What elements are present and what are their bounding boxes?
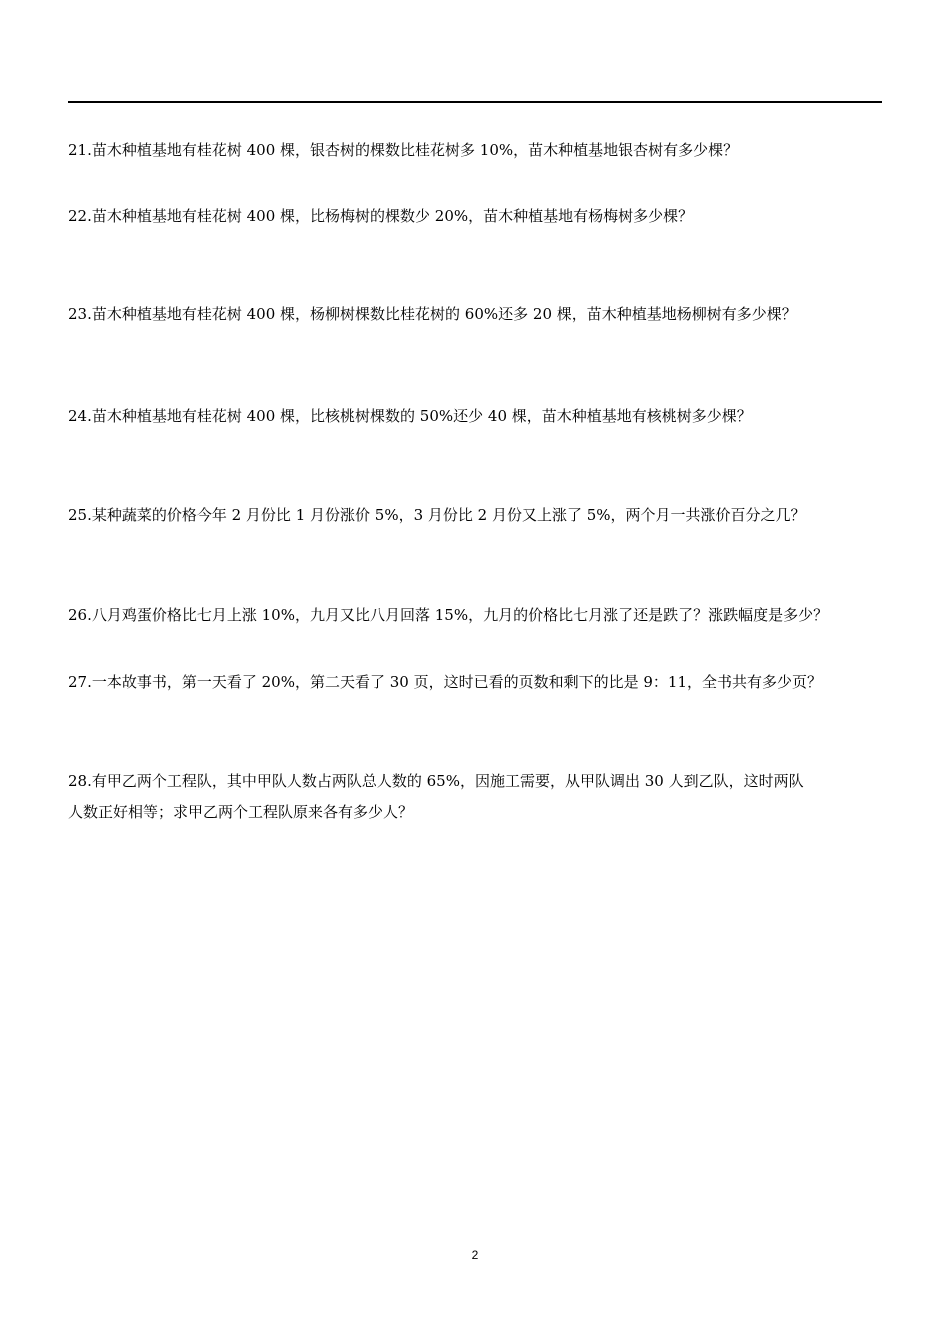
question-23 — [68, 299, 888, 330]
question-text: 25.某种蔬菜的价格今年 2 月份比 1 月份涨价 5%，3 月份比 2 月份又上涨了 5%，两个月一共涨价百分之几？ — [68, 506, 806, 524]
question-text: 27.一本故事书，第一天看了 20%，第二天看了 30 页，这时已看的页数和剩下的比是 9：11，全书共有多少页？ — [68, 673, 822, 691]
question-28 — [68, 766, 888, 828]
question-text: 21.苗木种植基地有桂花树 400 棵，银杏树的棵数比桂花树多 10%，苗木种植基地银杏树有多少棵？ — [68, 141, 739, 159]
question-27 — [68, 667, 888, 698]
question-text: 26.八月鸡蛋价格比七月上涨 10%，九月又比八月回落 15%，九月的价格比七月涨了还是跌了？涨跌幅度是多少？ — [68, 606, 829, 624]
question-text-line-2: 人数正好相等；求甲乙两个工程队原来各有多少人？ — [68, 803, 414, 821]
question-text: 23.苗木种植基地有桂花树 400 棵，杨柳树棵数比桂花树的 60%还多 20 棵，苗木种植基地杨柳树有多少棵？ — [68, 305, 797, 323]
question-24 — [68, 401, 888, 432]
question-text-line-1: 28.有甲乙两个工程队，其中甲队人数占两队总人数的 65%，因施工需要，从甲队调出 30 人到乙队，这时两队 — [68, 772, 804, 790]
question-21 — [68, 135, 888, 166]
question-25 — [68, 500, 888, 531]
question-text: 22.苗木种植基地有桂花树 400 棵，比杨梅树的棵数少 20%，苗木种植基地有杨梅树多少棵？ — [68, 207, 694, 225]
header-rule — [68, 101, 882, 103]
question-26 — [68, 600, 888, 631]
question-text: 24.苗木种植基地有桂花树 400 棵，比核桃树棵数的 50%还少 40 棵，苗木种植基地有核桃树多少棵？ — [68, 407, 752, 425]
question-22 — [68, 201, 888, 232]
page-number: 2 — [471, 1248, 479, 1262]
